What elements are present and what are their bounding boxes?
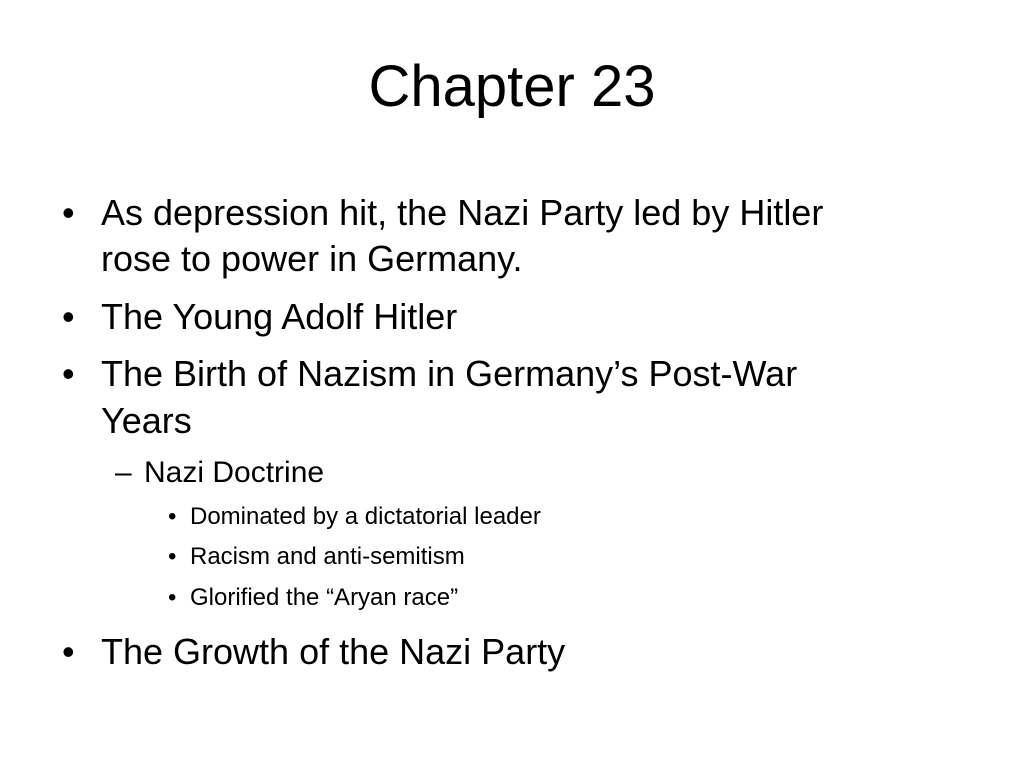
bullet-marker: • (62, 192, 75, 233)
sub-sub-bullet-marker: • (168, 503, 177, 530)
sub-bullet-text: Nazi Doctrine (144, 456, 325, 489)
bullet-text: rose to power in Germany. (101, 238, 523, 279)
sub-sub-bullet-text: Glorified the “Aryan race” (190, 584, 459, 611)
bullet-text: The Young Adolf Hitler (101, 296, 458, 337)
sub-sub-bullet-text: Dominated by a dictatorial leader (190, 503, 541, 530)
bullet-text: Years (101, 400, 192, 441)
bullet-marker: • (62, 631, 75, 672)
bullet-marker: • (62, 296, 75, 337)
bullet-text: The Growth of the Nazi Party (101, 631, 566, 672)
bullet-text: The Birth of Nazism in Germany’s Post-War (101, 353, 798, 394)
sub-sub-bullet-marker: • (168, 584, 177, 611)
bullet-text: As depression hit, the Nazi Party led by Hitler (101, 192, 824, 233)
bullet-marker: • (62, 353, 75, 394)
sub-sub-bullet-marker: • (168, 543, 177, 570)
sub-bullet-marker: – (115, 456, 132, 489)
sub-sub-bullet-text: Racism and anti-semitism (190, 543, 465, 570)
slide-title: Chapter 23 (368, 54, 656, 119)
